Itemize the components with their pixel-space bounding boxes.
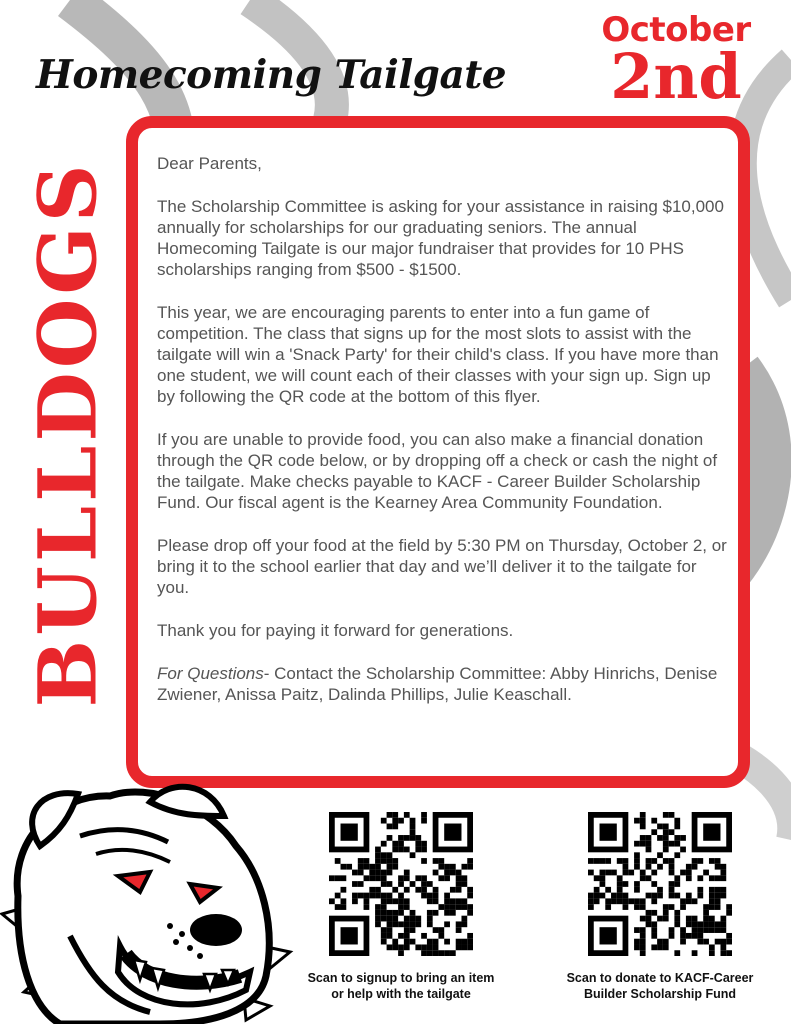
donate-caption-line2: Builder Scholarship Fund [583,987,737,1001]
letter-paragraph-fundraising: The Scholarship Committee is asking for your assistance in raising $10,000 annually for scholarships for our graduating seniors. The annual Homecoming Tailgate is our major fundraiser that provides for 10 PHS scholarships ranging from $500 - $1500. [157,197,724,279]
letter-paragraph-thanks: Thank you for paying it forward for generations. [157,621,514,640]
donate-qr-caption [540,970,780,1002]
questions-label: For Questions [157,664,264,683]
qr-code-icon[interactable] [329,812,473,956]
letter-body [157,153,732,705]
letter-greeting: Dear Parents, [157,154,262,173]
donate-caption-line1: Scan to donate to KACF-Career [566,971,754,985]
side-banner [20,108,116,760]
letter-paragraph-donation: If you are unable to provide food, you can also make a financial donation through the QR code below, or by dropping off a check or cash the night of the tailgate. Make checks payable to KACF - Career Builder Scholarship Fund. Our fiscal agent is the Kearney Area Community Foundation. [157,430,718,512]
event-title: Homecoming Tailgate [36,52,507,98]
signup-caption-line2: or help with the tailgate [331,987,471,1001]
qr-code-icon[interactable] [588,812,732,956]
questions-contacts: - Contact the Scholarship Committee: Abby Hinrichs, Denise Zwiener, Anissa Paitz, Dalinda Phillips, Julie Keaschall. [157,664,718,704]
signup-caption-line1: Scan to signup to bring an item [307,971,495,985]
event-month: October [601,10,751,50]
letter-paragraph-dropoff: Please drop off your food at the field by 5:30 PM on Thursday, October 2, or bring it to the school earlier that day and we’ll deliver it to the tailgate for you. [157,536,727,597]
signup-qr-caption [281,970,521,1002]
bulldog-mascot-icon [0,776,300,1024]
letter-paragraph-competition: This year, we are encouraging parents to enter into a fun game of competition. The class that signs up for the most slots to assist with the tailgate will win a 'Snack Party' for their child's class. If you have more than one student, we will count each of their classes with your sign up. Sign up by following the QR code at the bottom of this flyer. [157,303,719,406]
side-banner-text: BULLDOGS [21,160,116,708]
event-day: 2nd [610,40,742,113]
letter-questions [157,663,732,705]
